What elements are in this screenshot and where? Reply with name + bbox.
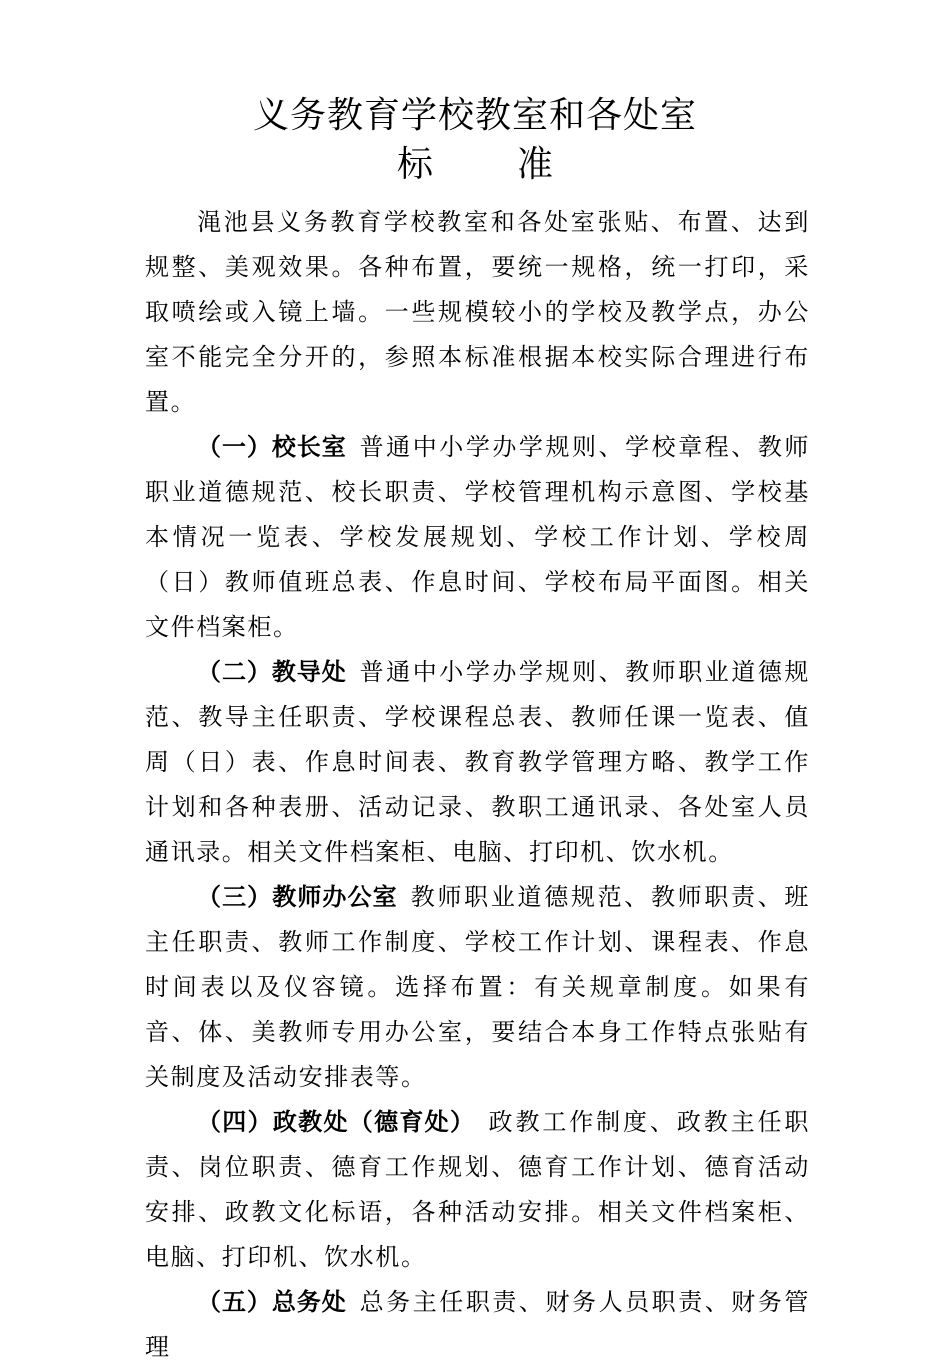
section-heading: （二）教导处 xyxy=(197,658,347,686)
section-text: 普通中小学办学规则、教师职业道德规范、教导主任职责、学校课程总表、教师任课一览表、值周（日）表、作息时间表、教育教学管理方略、教学工作计划和各种表册、活动记录、教职工通讯录、各处室人员通讯录。相关文件档案柜、电脑、打印机、饮水机。 xyxy=(145,658,810,866)
section-political-office xyxy=(145,1100,810,1280)
section-heading: （一）校长室 xyxy=(197,433,347,461)
section-teaching-office xyxy=(145,650,810,875)
section-text: 政教工作制度、政教主任职责、岗位职责、德育工作规划、德育工作计划、德育活动安排、政教文化标语，各种活动安排。相关文件档案柜、电脑、打印机、饮水机。 xyxy=(145,1108,810,1271)
section-heading: （四）政教处（德育处） xyxy=(197,1108,476,1136)
document-title: 义务教育学校教室和各处室 xyxy=(252,95,697,136)
section-general-affairs-office xyxy=(145,1280,810,1370)
section-text: 总务主任职责、财务人员职责、财务管理 xyxy=(145,1288,810,1361)
section-heading: （三）教师办公室 xyxy=(197,883,398,911)
section-text: 普通中小学办学规则、学校章程、教师职业道德规范、校长职责、学校管理机构示意图、学校基本情况一览表、学校发展规划、学校工作计划、学校周（日）教师值班总表、作息时间、学校布局平面图。相关文件档案柜。 xyxy=(145,433,810,641)
section-teacher-office xyxy=(145,875,810,1100)
intro-paragraph: 渑池县义务教育学校教室和各处室张贴、布置、达到规整、美观效果。各种布置，要统一规格，统一打印，采取喷绘或入镜上墙。一些规模较小的学校及教学点，办公室不能完全分开的，参照本标准根据本校实际合理进行布置。 xyxy=(145,208,810,416)
section-text: 教师职业道德规范、教师职责、班主任职责、教师工作制度、学校工作计划、课程表、作息时间表以及仪容镜。选择布置：有关规章制度。如果有音、体、美教师专用办公室，要结合本身工作特点张贴有关制度及活动安排表等。 xyxy=(145,883,811,1091)
title-char-2: 准 xyxy=(517,144,554,185)
document-body xyxy=(145,200,810,1370)
document-title-line2 xyxy=(0,143,950,187)
section-heading: （五）总务处 xyxy=(197,1288,347,1316)
title-char-1: 标 xyxy=(396,144,433,185)
section-principal-office xyxy=(145,425,810,650)
